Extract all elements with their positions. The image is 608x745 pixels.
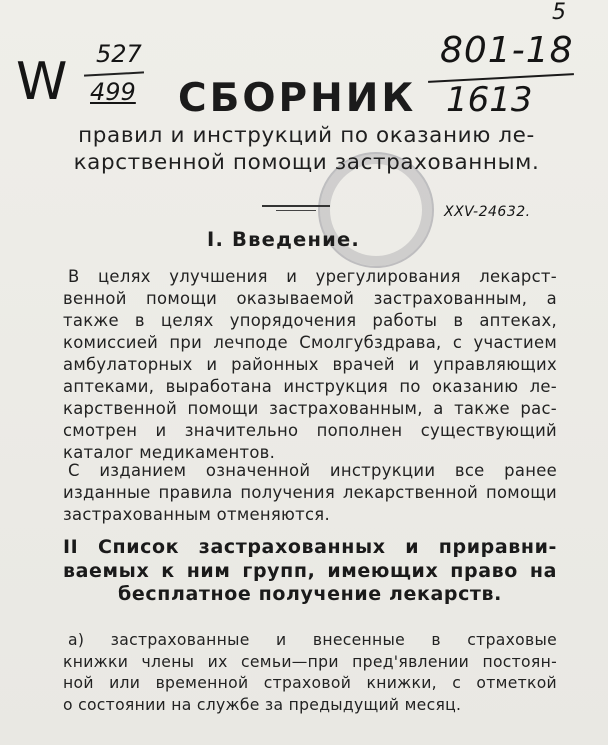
handwritten-number-bottom: 1613 — [446, 80, 533, 120]
handwritten-mark-w: W — [16, 52, 64, 112]
paragraph-line: ной или временной страховой книжки, с отметкой — [63, 674, 557, 692]
section-heading-introduction: I. Введение. — [207, 228, 361, 251]
paragraph-line: книжки члены их семьи—при пред'явлении постоян- — [63, 652, 557, 671]
paragraph-line: каталог медикаментов. — [63, 443, 276, 462]
paragraph-line: смотрен и значительно пополнен существующий — [63, 421, 557, 440]
document-subtitle — [34, 122, 579, 176]
handwritten-ref-top: 527 — [96, 40, 142, 68]
handwritten-ref-bottom: 499 — [90, 78, 136, 106]
paragraph-line: аптеками, выработана инструкция по оказанию ле- — [63, 377, 557, 396]
handwritten-corner-mark: 5 — [552, 0, 566, 25]
paragraph-line: застрахованным отменяются. — [63, 505, 330, 524]
title-divider-thin — [276, 210, 316, 211]
paragraph-line: а) застрахованные и внесенные в страховые — [68, 631, 557, 649]
document-title: СБОРНИК — [178, 76, 417, 121]
handwritten-number-top: 801-18 — [440, 30, 574, 71]
paragraph-line: карственной помощи застрахованным, а также рас- — [63, 399, 557, 418]
introduction-paragraph — [63, 266, 557, 464]
heading-line: бесплатное получение лекарств. — [118, 583, 502, 605]
insured-list-paragraph — [63, 630, 557, 716]
subtitle-line: правил и инструкций по оказанию ле- — [78, 123, 535, 148]
introduction-paragraph-2 — [63, 460, 557, 526]
paragraph-line: изданные правила получения лекарственной помощи — [63, 483, 557, 502]
paragraph-line: С изданием означенной инструкции все ранее — [68, 461, 557, 480]
paragraph-line: амбулаторных и районных врачей и управляющих — [63, 355, 557, 374]
paragraph-line: о состоянии на службе за предыдущий месяц. — [63, 695, 462, 714]
handwritten-inventory-number: XXV-24632. — [444, 204, 531, 220]
paragraph-line: венной помощи оказываемой застрахованным, а — [63, 289, 557, 308]
title-divider — [262, 205, 330, 207]
heading-line: II Список застрахованных и приравни- — [63, 536, 557, 558]
paragraph-line: комиссией при лечподе Смолгубздрава, с участием — [63, 333, 557, 352]
paragraph-line: В целях улучшения и урегулирования лекарст- — [68, 267, 557, 286]
heading-line: ваемых к ним групп, имеющих право на — [63, 559, 557, 582]
subtitle-line: карственной помощи застрахованным. — [73, 150, 540, 175]
section-heading-insured-list — [63, 536, 557, 607]
paragraph-line: также в целях упорядочения работы в аптеках, — [63, 311, 557, 330]
handwritten-ref-divider — [84, 71, 144, 76]
